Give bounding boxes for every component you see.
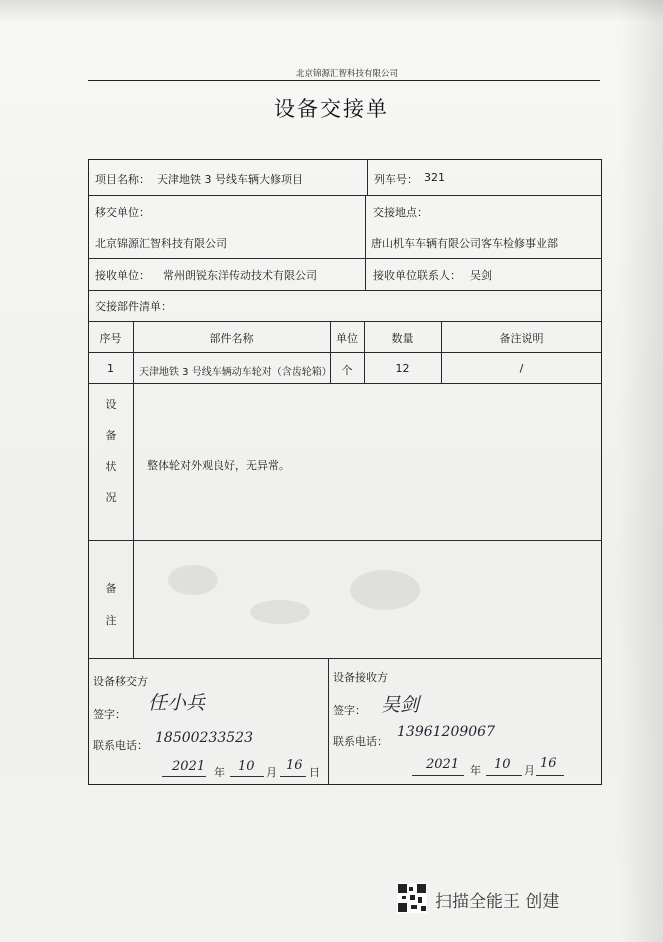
to-date-month: 10 <box>494 757 511 772</box>
scan-top-shadow <box>0 0 663 22</box>
from-month-line <box>230 776 264 777</box>
condition-label-char: 备 <box>105 429 117 442</box>
from-date-month: 10 <box>238 759 255 774</box>
project-name-value: 天津地铁 3 号线车辆大修项目 <box>157 173 303 186</box>
row-divider <box>88 352 602 353</box>
remarks-label-char: 备 <box>105 582 117 595</box>
receiver-contact-label: 接收单位联系人： <box>373 269 461 282</box>
train-number-label: 列车号： <box>374 173 418 186</box>
scan-edge-shadow <box>619 0 663 942</box>
to-year-line <box>412 775 464 776</box>
row-divider <box>88 290 602 291</box>
company-header: 北京锦源汇智科技有限公司 <box>296 69 399 79</box>
transfer-unit-label: 移交单位： <box>95 206 150 219</box>
to-year-label: 年 <box>470 764 481 777</box>
receiving-unit-value: 常州朗锐东洋传动技术有限公司 <box>163 269 317 282</box>
col-divider <box>328 658 329 785</box>
from-day-label: 日 <box>309 766 320 779</box>
from-month-label: 月 <box>266 766 277 779</box>
to-handwritten-phone: 13961209067 <box>397 724 495 740</box>
from-handwritten-signature: 任小兵 <box>148 692 206 714</box>
to-day-line <box>536 775 564 776</box>
row-divider <box>88 258 602 259</box>
to-sign-label: 签字： <box>333 704 366 717</box>
col-divider <box>365 195 366 290</box>
to-date-day: 16 <box>540 756 557 771</box>
handover-location-value: 唐山机车车辆有限公司客车检修事业部 <box>371 237 558 250</box>
from-handwritten-phone: 18500233523 <box>155 730 253 746</box>
table-cell-qty: 12 <box>395 362 410 375</box>
handover-location-label: 交接地点： <box>373 206 428 219</box>
qr-code-icon <box>397 883 427 913</box>
col-header-unit: 单位 <box>336 332 358 345</box>
from-date-year: 2021 <box>172 759 206 774</box>
remarks-label-char: 注 <box>105 614 117 627</box>
watermark-text: 扫描全能王 创建 <box>435 892 560 912</box>
row-divider <box>88 195 602 196</box>
from-day-line <box>280 776 306 777</box>
col-header-note: 备注说明 <box>499 332 544 345</box>
col-header-qty: 数量 <box>391 332 414 345</box>
receiving-party-title: 设备接收方 <box>333 671 388 684</box>
to-date-year: 2021 <box>426 757 460 772</box>
to-phone-label: 联系电话： <box>333 735 388 748</box>
handover-party-title: 设备移交方 <box>93 675 148 688</box>
condition-label-char: 设 <box>105 398 117 411</box>
condition-text: 整体轮对外观良好，无异常。 <box>147 459 290 472</box>
from-date-day: 16 <box>286 758 303 773</box>
parts-list-label: 交接部件清单： <box>95 300 172 313</box>
condition-label-char: 况 <box>105 491 117 504</box>
row-divider <box>88 321 602 322</box>
header-rule <box>88 80 600 81</box>
scanner-watermark <box>397 883 597 913</box>
transfer-unit-value: 北京锦源汇智科技有限公司 <box>95 237 227 250</box>
table-cell-unit: 个 <box>341 364 353 377</box>
table-cell-note: / <box>519 362 524 375</box>
receiving-unit-label: 接收单位： <box>95 269 150 282</box>
col-divider <box>133 321 134 658</box>
table-cell-part-name: 天津地铁 3 号线车辆动车轮对（含齿轮箱） <box>139 367 332 378</box>
row-divider <box>88 540 602 541</box>
receiver-contact-value: 吴剑 <box>470 269 492 282</box>
col-divider <box>367 159 368 195</box>
page-title: 设备交接单 <box>274 97 389 121</box>
to-month-line <box>486 775 522 776</box>
from-sign-label: 签字： <box>93 708 126 721</box>
row-divider <box>88 658 602 659</box>
project-name-label: 项目名称： <box>95 173 150 186</box>
row-divider <box>88 383 602 384</box>
from-phone-label: 联系电话： <box>93 739 148 752</box>
train-number-value: 321 <box>424 171 445 184</box>
col-header-no: 序号 <box>99 332 122 345</box>
table-cell-no: 1 <box>107 362 114 375</box>
col-header-part-name: 部件名称 <box>209 332 254 345</box>
condition-label-char: 状 <box>105 460 117 473</box>
from-year-label: 年 <box>214 766 225 779</box>
from-year-line <box>162 776 206 777</box>
to-handwritten-signature: 吴剑 <box>381 694 420 716</box>
to-month-label: 月 <box>524 764 535 777</box>
